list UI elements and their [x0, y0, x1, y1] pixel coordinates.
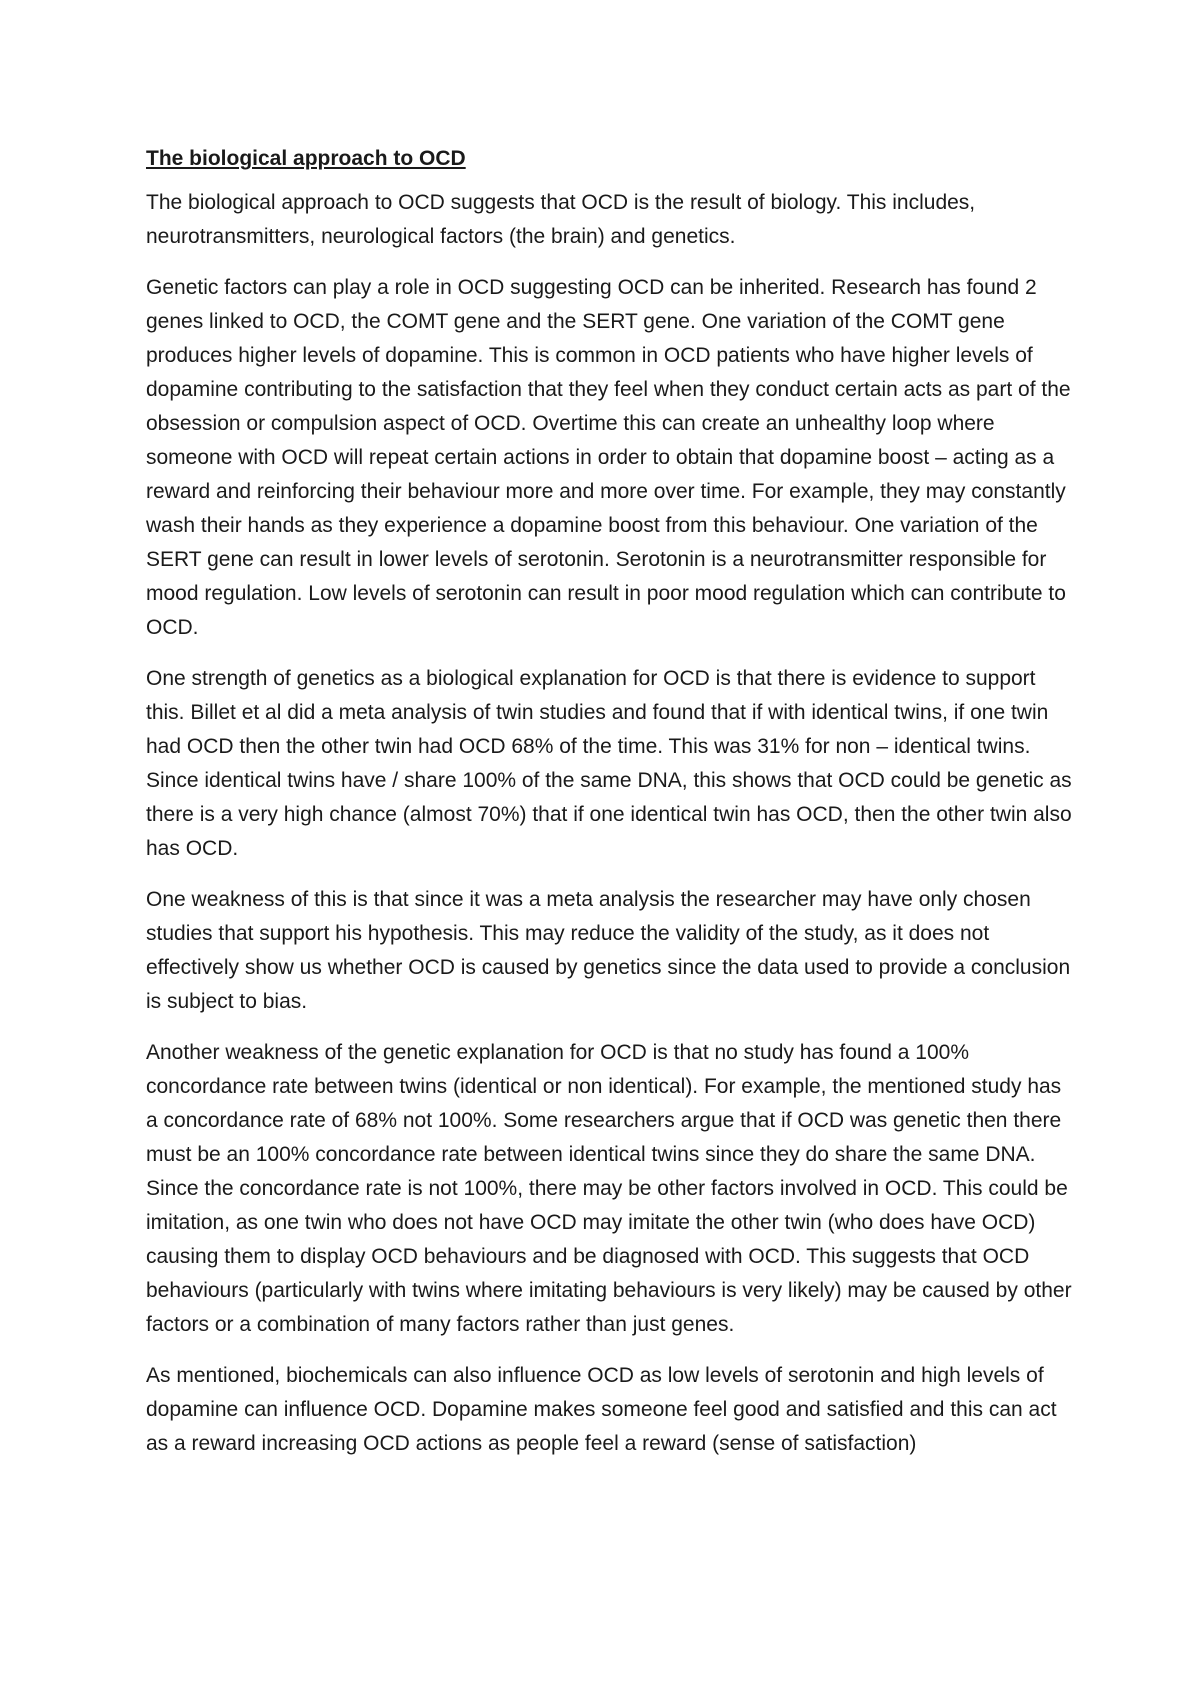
document-body	[146, 142, 1076, 1478]
paragraph-genetic-factors: Genetic factors can play a role in OCD suggesting OCD can be inherited. Research has found 2 genes linked to OCD, the COMT gene and the SERT gene. One variation of the COMT gene produces higher levels of dopamine. This is common in OCD patients who have higher levels of dopamine contributing to the satisfaction that they feel when they conduct certain acts as part of the obsession or compulsion aspect of OCD. Overtime this can create an unhealthy loop where someone with OCD will repeat certain actions in order to obtain that dopamine boost – acting as a reward and reinforcing their behaviour more and more over time. For example, they may constantly wash their hands as they experience a dopamine boost from this behaviour. One variation of the SERT gene can result in lower levels of serotonin. Serotonin is a neurotransmitter responsible for mood regulation. Low levels of serotonin can result in poor mood regulation which can contribute to OCD.	[146, 276, 1071, 639]
page-title: The biological approach to OCD	[146, 147, 466, 170]
paragraph-weakness-concordance: Another weakness of the genetic explanation for OCD is that no study has found a 100% concordance rate between twins (identical or non identical). For example, the mentioned study has a concordance rate of 68% not 100%. Some researchers argue that if OCD was genetic then there must be an 100% concordance rate between identical twins since they do share the same DNA. Since the concordance rate is not 100%, there may be other factors involved in OCD. This could be imitation, as one twin who does not have OCD may imitate the other twin (who does have OCD) causing them to display OCD behaviours and be diagnosed with OCD. This suggests that OCD behaviours (particularly with twins where imitating behaviours is very likely) may be caused by other factors or a combination of many factors rather than just genes.	[146, 1041, 1072, 1336]
paragraph-intro: The biological approach to OCD suggests that OCD is the result of biology. This includes, neurotransmitters, neurological factors (the brain) and genetics.	[146, 191, 976, 248]
paragraph-strength: One strength of genetics as a biological explanation for OCD is that there is evidence to support this. Billet et al did a meta analysis of twin studies and found that if with identical twins, if one twin had OCD then the other twin had OCD 68% of the time. This was 31% for non – identical twins. Since identical twins have / share 100% of the same DNA, this shows that OCD could be genetic as there is a very high chance (almost 70%) that if one identical twin has OCD, then the other twin also has OCD.	[146, 667, 1072, 860]
paragraph-biochemicals: As mentioned, biochemicals can also influence OCD as low levels of serotonin and high levels of dopamine can influence OCD. Dopamine makes someone feel good and satisfied and this can act as a reward increasing OCD actions as people feel a reward (sense of satisfaction)	[146, 1364, 1057, 1455]
paragraph-weakness-meta-analysis: One weakness of this is that since it was a meta analysis the researcher may have only chosen studies that support his hypothesis. This may reduce the validity of the study, as it does not effectively show us whether OCD is caused by genetics since the data used to provide a conclusion is subject to bias.	[146, 888, 1071, 1013]
